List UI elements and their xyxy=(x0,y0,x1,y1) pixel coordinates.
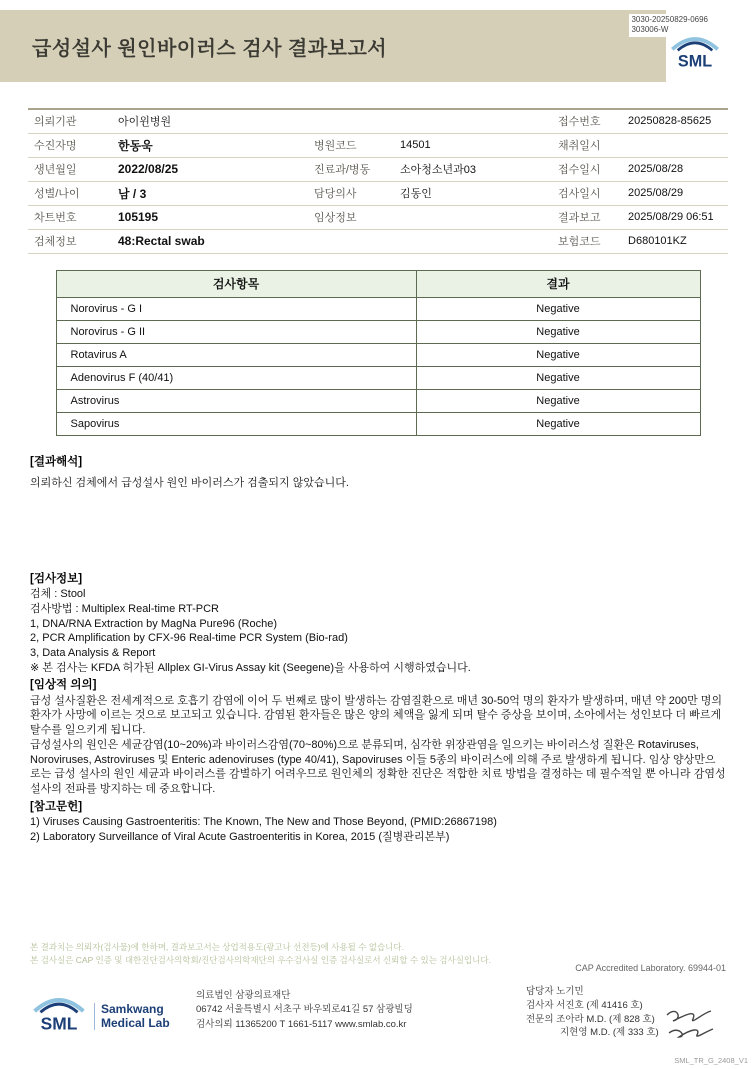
svg-text:SML: SML xyxy=(40,1013,78,1034)
label-recvno: 접수번호 xyxy=(552,109,622,133)
test-result: Negative xyxy=(416,412,700,435)
title-band xyxy=(0,10,666,82)
label-name: 수진자명 xyxy=(28,133,112,157)
table-row xyxy=(28,109,728,133)
test-info-section xyxy=(30,571,726,676)
interpretation-body: 의뢰하신 검체에서 급성설사 원인 바이러스가 검출되지 않았습니다. xyxy=(30,476,349,489)
test-item: Norovirus - G I xyxy=(56,297,416,320)
label-recvdt: 접수일시 xyxy=(552,157,622,181)
reference-line: 2) Laboratory Surveillance of Viral Acute Gastroenteritis in Korea, 2015 (질병관리본부) xyxy=(30,830,450,843)
lab-address: 06742 서울특별시 서초구 바우뫼로41길 57 삼광빌딩 xyxy=(196,1004,413,1016)
value-dept: 소아청소년과03 xyxy=(394,157,552,181)
cap-accreditation: CAP Accredited Laboratory. 69944-01 xyxy=(575,963,726,973)
column-header-item: 검사항목 xyxy=(56,270,416,297)
staff-specialist: 전문의 조아라 M.D. (제 828 호) xyxy=(526,1013,655,1025)
table-row xyxy=(56,343,700,366)
test-item: Sapovirus xyxy=(56,412,416,435)
label-inscode: 보험코드 xyxy=(552,229,622,253)
label-dept: 진료과/병동 xyxy=(308,157,394,181)
table-row xyxy=(28,205,728,229)
test-result: Negative xyxy=(416,343,700,366)
lab-contact: 검사의뢰 11365200 T 1661-5117 www.smlab.co.kr xyxy=(196,1018,407,1030)
value-doctor: 김동인 xyxy=(394,181,552,205)
staff-tester: 검사자 서진호 (제 41416 호) xyxy=(526,999,643,1011)
lab-org-name: 의료법인 삼광의료재단 xyxy=(196,990,291,1001)
table-row xyxy=(28,133,728,157)
label-testdt: 검사일시 xyxy=(552,181,622,205)
value-collect xyxy=(622,133,728,157)
label-sex: 성별/나이 xyxy=(28,181,112,205)
test-info-line: 검사방법 : Multiplex Real-time RT-PCR xyxy=(30,602,220,615)
sml-logo-icon xyxy=(668,30,722,74)
test-result: Negative xyxy=(416,320,700,343)
label-org: 의뢰기관 xyxy=(28,109,112,133)
report-footer xyxy=(0,941,756,1069)
value-hospcode: 14501 xyxy=(394,133,552,157)
signature-icon xyxy=(663,1003,717,1043)
accession-code: 3030-20250829-0696 xyxy=(631,15,708,24)
value-recvno: 20250828-85625 xyxy=(622,109,728,133)
lab-address-block xyxy=(196,989,496,1032)
footer-main xyxy=(30,983,726,1042)
staff-manager: 담당자 노기민 xyxy=(526,986,584,997)
patient-info-table xyxy=(28,108,728,254)
test-item: Rotavirus A xyxy=(56,343,416,366)
table-row xyxy=(56,412,700,435)
test-item: Norovirus - G II xyxy=(56,320,416,343)
interpretation-section xyxy=(30,454,726,491)
test-result: Negative xyxy=(416,297,700,320)
test-info-line: 2, PCR Amplification by CFX-96 Real-time PCR System (Bio-rad) xyxy=(30,632,348,645)
column-header-result: 결과 xyxy=(416,270,700,297)
references-section xyxy=(30,799,726,845)
table-row xyxy=(28,157,728,181)
value-name: 한동욱 xyxy=(112,133,308,157)
clinical-title: [임상적 의의] xyxy=(30,679,97,692)
label-doctor: 담당의사 xyxy=(308,181,394,205)
value-org: 아이윈병원 xyxy=(112,109,552,133)
clinical-paragraph: 급성 설사질환은 전세계적으로 호흡기 감염에 이어 두 번째로 많이 발생하는 감염질환으로 매년 30-50억 명의 환자가 발생하며, 매년 약 200만 명의 환자가 사망에 이르는 것으로 보고되고 있습니다. 감염된 환자들은 많은 양의 체액을 잃게 되며 탈수 증상을 보이며, 소아에서는 성인보다 더 빠르게 탈수를 일으키게 됩니다. xyxy=(30,694,723,737)
table-row xyxy=(56,389,700,412)
test-result: Negative xyxy=(416,366,700,389)
staff-specialist: 지현영 M.D. (제 333 호) xyxy=(560,1027,659,1039)
results-header-row xyxy=(56,270,700,297)
svg-text:SML: SML xyxy=(677,52,713,71)
label-clinical: 임상정보 xyxy=(308,205,394,229)
form-version: SML_TR_G_2408_V1 xyxy=(674,1056,748,1065)
disclaimer-line: 본 결과치는 의뢰자(검사물)에 한하며, 결과보고서는 상업적용도(광고나 선전등)에 사용될 수 없습니다. xyxy=(30,942,404,952)
value-chart: 105195 xyxy=(112,205,308,229)
interpretation-title: [결과해석] xyxy=(30,455,83,468)
reference-line: 1) Viruses Causing Gastroenteritis: The Known, The New and Those Beyond, (PMID:26867198) xyxy=(30,815,497,828)
report-header xyxy=(0,0,756,92)
test-item: Astrovirus xyxy=(56,389,416,412)
value-specimen: 48:Rectal swab xyxy=(112,229,552,253)
sml-logo-icon xyxy=(30,991,88,1042)
value-sex: 남 / 3 xyxy=(112,181,308,205)
value-clinical xyxy=(394,205,552,229)
value-testdt: 2025/08/29 xyxy=(622,181,728,205)
value-birth: 2022/08/25 xyxy=(112,157,308,181)
label-collect: 채취일시 xyxy=(552,133,622,157)
value-inscode: D680101KZ xyxy=(622,229,728,253)
page-title: 급성설사 원인바이러스 검사 결과보고서 xyxy=(32,37,388,60)
table-row xyxy=(28,181,728,205)
test-item: Adenovirus F (40/41) xyxy=(56,366,416,389)
label-specimen: 검체정보 xyxy=(28,229,112,253)
table-row xyxy=(56,320,700,343)
test-info-title: [검사정보] xyxy=(30,572,83,585)
table-row xyxy=(28,229,728,253)
staff-block xyxy=(526,985,659,1040)
label-chart: 차트번호 xyxy=(28,205,112,229)
footer-logo xyxy=(30,991,180,1042)
logo-wordmark: Samkwang Medical Lab xyxy=(94,1003,170,1031)
table-row xyxy=(56,297,700,320)
clinical-paragraph: 급성설사의 원인은 세균감염(10~20%)과 바이러스감염(70~80%)으로 분류되며, 심각한 위장관염을 일으키는 바이러스성 질환은 Rotaviruses, Noroviruses, Astroviruses 및 Enteric adenoviruses (type 40/41), Sapoviruses 이들 5종의 바이러스에 의해 주로 발생하게 됩니다. 임상 양상만으로는 급성 설사의 원인 세균과 바이러스를 감별하기 어려우므로 원인체의 정확한 진단은 적합한 치료 방법을 결정하는 데 필수적일 뿐 아니라 감염성 설사의 전파를 방지하는 데 중요합니다. xyxy=(30,738,726,795)
references-title: [참고문헌] xyxy=(30,800,83,813)
test-info-line: ※ 본 검사는 KFDA 허가된 Allplex GI-Virus Assay kit (Seegene)을 사용하여 시행하였습니다. xyxy=(30,661,471,674)
test-info-line: 1, DNA/RNA Extraction by MagNa Pure96 (Roche) xyxy=(30,617,277,630)
label-birth: 생년월일 xyxy=(28,157,112,181)
value-report: 2025/08/29 06:51 xyxy=(622,205,728,229)
test-result: Negative xyxy=(416,389,700,412)
results-table xyxy=(56,270,701,436)
test-info-line: 검체 : Stool xyxy=(30,588,86,601)
test-info-line: 3, Data Analysis & Report xyxy=(30,647,156,660)
label-hospcode: 병원코드 xyxy=(308,133,394,157)
form-code: 303006-W xyxy=(631,25,669,35)
label-report: 결과보고 xyxy=(552,205,622,229)
clinical-section xyxy=(30,677,726,796)
table-row xyxy=(56,366,700,389)
value-recvdt: 2025/08/28 xyxy=(622,157,728,181)
disclaimer-line: 본 검사실은 CAP 인증 및 대한진단검사의학회/진단검사의학재단의 우수검사실 인증 검사실로서 신뢰할 수 있는 검사실입니다. xyxy=(30,954,491,965)
